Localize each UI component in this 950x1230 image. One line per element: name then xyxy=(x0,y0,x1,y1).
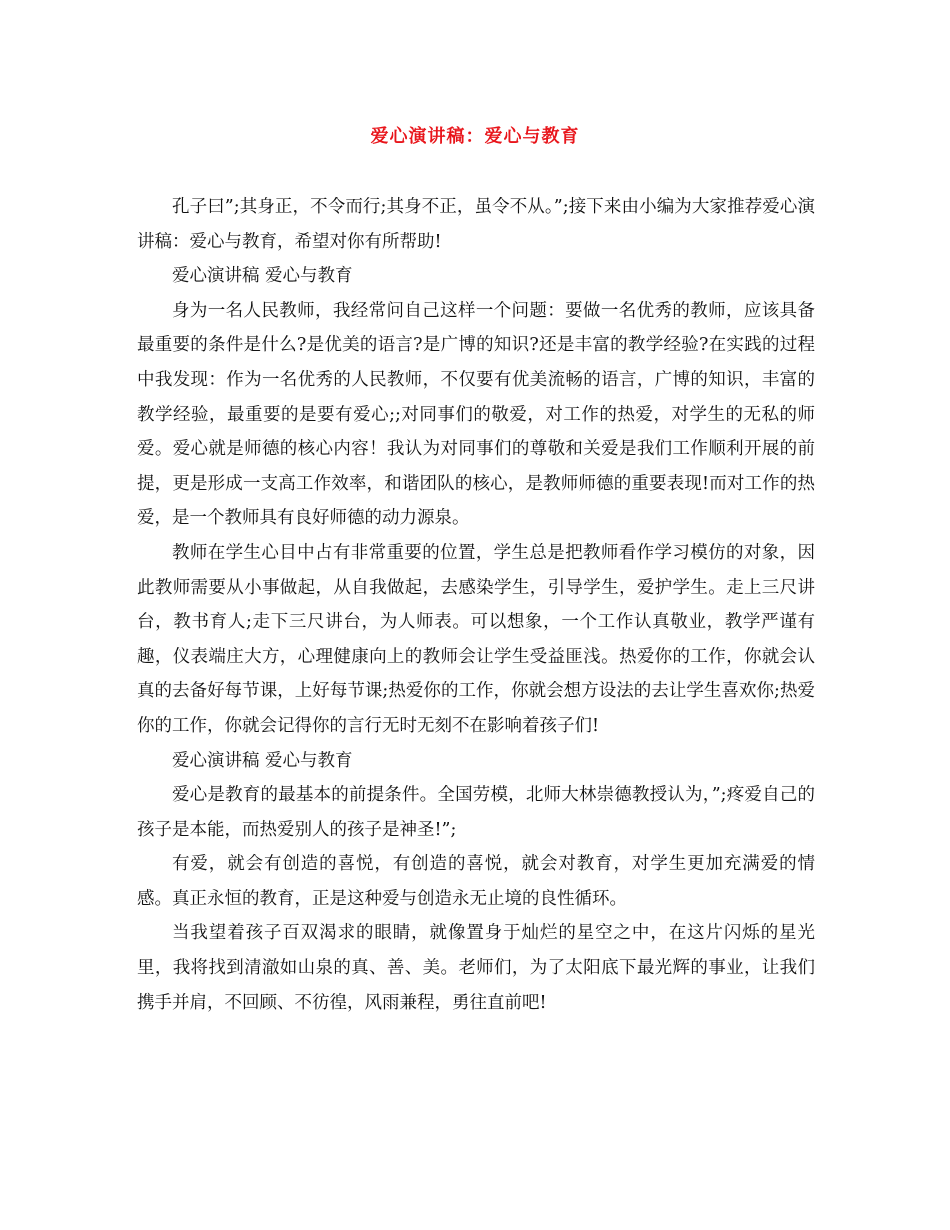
document-body xyxy=(137,190,815,1020)
paragraph: 有爱，就会有创造的喜悦，有创造的喜悦，就会对教育，对学生更加充满爱的情感。真正永恒的教育，正是这种爱与创造永无止境的良性循环。 xyxy=(137,854,815,909)
section-heading: 爱心演讲稿 爱心与教育 xyxy=(172,266,353,287)
paragraph: 当我望着孩子百双渴求的眼睛，就像置身于灿烂的星空之中，在这片闪烁的星光里，我将找到清澈如山泉的真、善、美。老师们，为了太阳底下最光辉的事业，让我们携手并肩，不回顾、不彷徨，风雨兼程，勇往直前吧! xyxy=(137,923,815,1013)
paragraph: 身为一名人民教师，我经常问自己这样一个问题：要做一名优秀的教师，应该具备最重要的条件是什么?是优美的语言?是广博的知识?还是丰富的教学经验?在实践的过程中我发现：作为一名优秀的人民教师，不仅要有优美流畅的语言，广博的知识，丰富的教学经验，最重要的是要有爱心;;对同事们的敬爱，对工作的热爱，对学生的无私的师爱。爱心就是师德的核心内容！我认为对同事们的尊敬和关爱是我们工作顺利开展的前提，更是形成一支高工作效率，和谐团队的核心，是教师师德的重要表现!而对工作的热爱，是一个教师具有良好师德的动力源泉。 xyxy=(137,300,815,529)
paragraph: 教师在学生心目中占有非常重要的位置，学生总是把教师看作学习模仿的对象，因此教师需要从小事做起，从自我做起，去感染学生，引导学生，爱护学生。走上三尺讲台，教书育人;走下三尺讲台，为人师表。可以想象，一个工作认真敬业，教学严谨有趣，仪表端庄大方，心理健康向上的教师会让学生受益匪浅。热爱你的工作，你就会认真的去备好每节课，上好每节课;热爱你的工作，你就会想方设法的去让学生喜欢你;热爱你的工作，你就会记得你的言行无时无刻不在影响着孩子们! xyxy=(137,542,815,736)
paragraph: 爱心是教育的最基本的前提条件。全国劳模，北师大林崇德教授认为，”;疼爱自己的孩子是本能，而热爱别人的孩子是神圣!”; xyxy=(137,785,815,840)
section-heading: 爱心演讲稿 爱心与教育 xyxy=(172,750,353,771)
document-title: 爱心演讲稿：爱心与教育 xyxy=(370,126,580,147)
paragraph-intro: 孔子曰”;其身正，不令而行;其身不正，虽令不从。”;接下来由小编为大家推荐爱心演讲稿：爱心与教育，希望对你有所帮助! xyxy=(137,197,815,252)
